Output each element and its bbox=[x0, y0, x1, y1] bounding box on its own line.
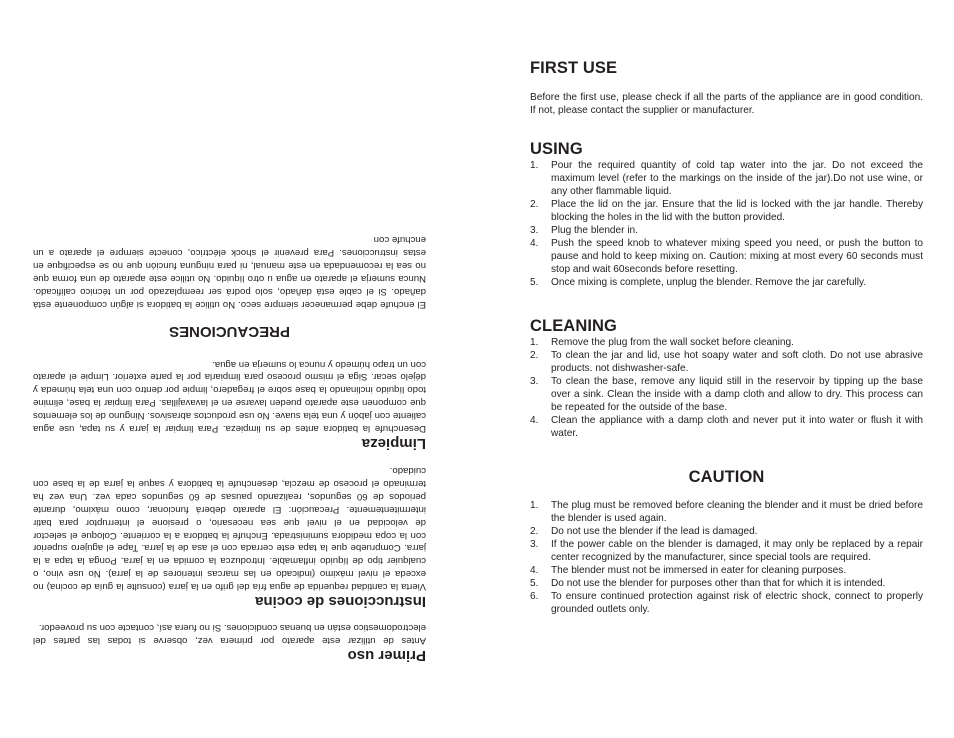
list-item bbox=[530, 525, 923, 538]
cleaning-section bbox=[530, 316, 923, 440]
list-text: Do not use the blender for purposes other than that for which it is intended. bbox=[551, 578, 886, 589]
using-title: USING bbox=[530, 140, 583, 158]
list-number: 4. bbox=[530, 415, 539, 426]
list-number: 3. bbox=[530, 225, 539, 236]
list-number: 2. bbox=[530, 350, 539, 361]
cleaning-list bbox=[530, 336, 923, 440]
precauciones-section bbox=[33, 232, 426, 340]
list-text: Place the lid on the jar. Ensure that the lid is locked with the jar handle. Thereby blocking the holes in the lid with the button provided. bbox=[551, 199, 923, 223]
list-text: The blender must not be immersed in eater for cleaning purposes. bbox=[551, 565, 847, 576]
list-number: 4. bbox=[530, 238, 539, 249]
list-text: Push the speed knob to whatever mixing speed you need, or push the button to pause and hold to keep mixing on. Caution: mixing at most every 60 seconds must stop and wait 60seconds before resetting. bbox=[551, 238, 923, 275]
list-number: 2. bbox=[530, 199, 539, 210]
list-text: To clean the base, remove any liquid still in the reservoir by tipping up the base over a sink. Clean the inside with a damp cloth and allow to dry. This process can be repeated for the outside of the base. bbox=[551, 376, 923, 413]
limpieza-text: Desenchufe la batidora antes de su limpieza. Para limpiar la jarra y su tapa, use agua caliente con jabón y una tela suave. No use productos abrasivos. Ninguno de los elementos que componen este aparato pueden lavarse en el lavavajillas. Para limpiar la base, elimine todo líquido inclinando la base sobre el fregadero, limpie por dentro con una tela húmeda y déjelo secar. Siga el mismo proceso para limpiarla por la parte exterior. Limpie el aparato con un trapo húmedo y nunca lo sumerja en agua. bbox=[33, 358, 426, 435]
list-item bbox=[530, 349, 923, 375]
primer-uso-title: Primer uso bbox=[347, 647, 426, 664]
precauciones-text: El enchufe debe permanecer siempre seco. No utilice la batidora si algún componente está dañado. Si el cable está dañado, solo podrá ser reemplazado por un técnico calificado. Nunca sumerja el aparato en agua u otro líquido. No utilice este aparato de una forma que no sea la recomendada en este manual, ni para ninguna función que no se especifique en estas instrucciones. Para prevenir el shock eléctrico, conecte siempre el aparato a un enchufe con bbox=[33, 234, 426, 310]
first-use-title: FIRST USE bbox=[530, 59, 618, 77]
list-item bbox=[530, 538, 923, 564]
instrucciones-section bbox=[33, 463, 426, 611]
list-item bbox=[530, 336, 923, 349]
list-item bbox=[530, 499, 923, 525]
list-number: 4. bbox=[530, 565, 539, 576]
list-item bbox=[530, 198, 923, 224]
list-text: Remove the plug from the wall socket before cleaning. bbox=[551, 337, 794, 348]
list-text: If the power cable on the blender is damaged, it may only be replaced by a repair center recognized by the manufacturer, since special tools are required. bbox=[551, 539, 923, 563]
cleaning-title: CLEANING bbox=[530, 317, 617, 335]
using-list bbox=[530, 159, 923, 289]
limpieza-title: Limpieza bbox=[361, 435, 426, 453]
list-number: 3. bbox=[530, 376, 539, 387]
first-use-text: Before the first use, please check if all the parts of the appliance are in good condition. If not, please contact the supplier or manufacturer. bbox=[530, 92, 923, 116]
list-item bbox=[530, 276, 923, 289]
list-text: Plug the blender in. bbox=[551, 225, 638, 236]
caution-list bbox=[530, 499, 923, 616]
list-item bbox=[530, 577, 923, 590]
list-text: Pour the required quantity of cold tap water into the jar. Do not exceed the maximum level (refer to the markings on the inside of the jar).Do not use wine, or any other flammable liquid. bbox=[551, 160, 923, 197]
caution-section bbox=[530, 467, 923, 616]
list-number: 1. bbox=[530, 337, 539, 348]
spanish-column bbox=[33, 80, 426, 665]
list-number: 2. bbox=[530, 526, 539, 537]
list-number: 3. bbox=[530, 539, 539, 550]
list-number: 1. bbox=[530, 160, 539, 171]
list-item bbox=[530, 237, 923, 276]
using-section bbox=[530, 139, 923, 289]
list-item bbox=[530, 159, 923, 198]
list-text: To clean the jar and lid, use hot soapy water and soft cloth. Do not use abrasive products. not dishwasher-safe. bbox=[551, 350, 923, 374]
primer-uso-text: Antes de utilizar este aparato por primera vez, observe si todas las partes del electrodomestico están en buenas condiciones. Si no fuera así, contacte con su proveedor. bbox=[33, 622, 426, 646]
first-use-section bbox=[530, 58, 923, 117]
instrucciones-title: Instrucciones de cocina bbox=[255, 593, 426, 611]
list-item bbox=[530, 375, 923, 414]
instrucciones-text: Vierta la cantidad requerida de agua fría del grifo en la jarra (consulte la guía de cocina) no exceda el nivel máximo (indicado en las marcas interiores de la jarra). No use vino, o cualquier tipo de líquido inflamable. Introduzca la comida en la jarra. Ponga la tapa a la jarra. Compruebe que la tapa este cerrada con el asa de la jarra. Tape el agujero superior con la copa medidora suministrada. Enchufe la batidora a la corriente. Coloque el selector de velocidad en el nivel que sea necesario, o presione el interruptor para batir intermitentemente. Precaución: El aparato deberá funcionar, como máximo, durante periodos de 60 segundos, realizando pausas de 60 segundos cada vez. Una vez ha terminado el proceso de mezcla, desenchufe la batidora y saque la jarra de la base con cuidado. bbox=[33, 465, 426, 593]
list-text: To ensure continued protection against risk of electric shock, connect to properly grounded outlets only. bbox=[551, 591, 923, 615]
list-text: Clean the appliance with a damp cloth and never put it into water or flush it with water. bbox=[551, 415, 923, 439]
list-text: Do not use the blender if the lead is damaged. bbox=[551, 526, 758, 537]
list-text: The plug must be removed before cleaning the blender and it must be dried before the blender is used again. bbox=[551, 500, 923, 524]
list-item bbox=[530, 224, 923, 237]
list-number: 6. bbox=[530, 591, 539, 602]
list-text: Once mixing is complete, unplug the blender. Remove the jar carefully. bbox=[551, 277, 867, 288]
list-item bbox=[530, 564, 923, 577]
list-item bbox=[530, 590, 923, 616]
limpieza-section bbox=[33, 357, 426, 453]
precauciones-title: PRECAUCIONES bbox=[169, 322, 290, 340]
list-number: 5. bbox=[530, 578, 539, 589]
english-column bbox=[530, 58, 923, 616]
caution-title: CAUTION bbox=[688, 468, 765, 486]
primer-uso-section bbox=[33, 620, 426, 665]
list-number: 1. bbox=[530, 500, 539, 511]
list-number: 5. bbox=[530, 277, 539, 288]
list-item bbox=[530, 414, 923, 440]
